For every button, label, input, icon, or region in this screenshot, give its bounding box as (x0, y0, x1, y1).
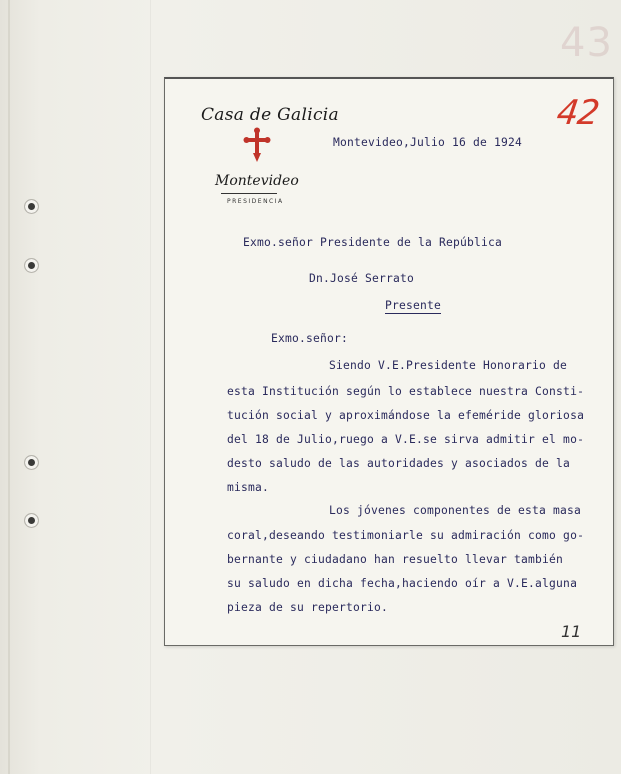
body-line: misma. (227, 481, 270, 494)
addressee-name: Dn.José Serrato (309, 272, 415, 285)
page-mark: 43 (560, 20, 613, 66)
pencil-mark: 11 (561, 622, 582, 641)
body-line: bernante y ciudadano han resuelto llevar también (227, 553, 564, 566)
letterhead-city: Montevideo (215, 173, 299, 189)
addressee-line: Exmo.señor Presidente de la República (243, 236, 503, 249)
presente-line (385, 299, 441, 312)
body-line: pieza de su repertorio. (227, 601, 389, 614)
letterhead-rule (221, 193, 277, 194)
letterhead-office: PRESIDENCIA (227, 198, 284, 205)
body-line: Siendo V.E.Presidente Honorario de (329, 359, 568, 372)
folio-number: 42 (554, 93, 602, 133)
binder-hole-1 (25, 200, 38, 213)
body-line: del 18 de Julio,ruego a V.E.se sirva admitir el mo- (227, 433, 585, 446)
letterhead-name: Casa de Galicia (201, 105, 339, 125)
letter-sheet (164, 77, 614, 646)
presente-text: Presente (385, 299, 442, 312)
letter-date: Montevideo,Julio 16 de 1924 (333, 136, 523, 149)
sleeve-fold (150, 0, 151, 774)
cross-of-santiago-icon (243, 127, 271, 163)
binder-hole-4 (25, 514, 38, 527)
body-line: esta Institución según lo establece nuestra Consti- (227, 385, 585, 398)
sleeve-edge (8, 0, 10, 774)
body-line: Los jóvenes componentes de esta masa (329, 504, 582, 517)
body-line: coral,deseando testimoniarle su admiración como go- (227, 529, 585, 542)
binder-hole-3 (25, 456, 38, 469)
binder-hole-2 (25, 259, 38, 272)
body-line: desto saludo de las autoridades y asociados de la (227, 457, 571, 470)
salutation: Exmo.señor: (271, 332, 349, 345)
body-line: tución social y aproximándose la efeméride gloriosa (227, 409, 585, 422)
body-line: su saludo en dicha fecha,haciendo oír a V.E.alguna (227, 577, 578, 590)
